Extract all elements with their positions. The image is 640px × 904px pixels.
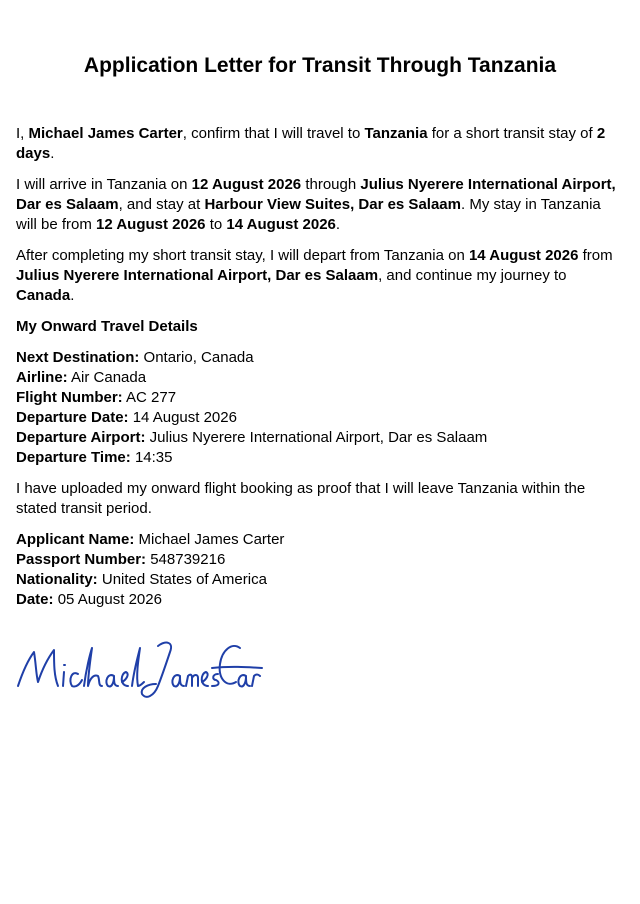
text: from [578,247,613,264]
departure-airport-bold: Julius Nyerere International Airport, Dar es Salaam [16,267,379,284]
handwritten-signature [14,630,264,704]
departure-paragraph [16,246,618,306]
departure-date-bold: 14 August 2026 [468,247,579,264]
date-row [16,590,618,610]
field-label: Flight Number: [16,389,123,406]
stay-end-bold: 14 August 2026 [226,216,336,233]
proof-paragraph: I have uploaded my onward flight booking as proof that I will leave Tanzania within the stated transit period. [16,480,586,517]
field-value: AC 277 [126,389,177,406]
text: I will arrive in Tanzania on [16,176,192,193]
field-label: Airline: [16,369,68,386]
text: , and continue my journey to [378,267,567,284]
applicant-details [16,530,618,610]
passport-number-row [16,550,618,570]
text: . My stay in Tanzania will be from [16,196,601,233]
text: for a short transit stay of [427,125,597,142]
field-label: Departure Time: [16,449,131,466]
field-label: Next Destination: [16,349,140,366]
applicant-name-row [16,530,618,550]
field-value: Air Canada [71,369,147,386]
departure-date-row [16,408,618,428]
arrival-date-bold: 12 August 2026 [191,176,302,193]
departure-time-row [16,448,618,468]
field-label: Passport Number: [16,551,147,568]
field-value: 14:35 [134,449,173,466]
hotel-bold: Harbour View Suites, Dar es Salaam [204,196,461,213]
field-label: Applicant Name: [16,531,135,548]
text: , and stay at [118,196,205,213]
onward-heading [16,317,618,337]
text: through [301,176,361,193]
duration-bold: 2 days [16,125,606,162]
field-value: United States of America [101,571,267,588]
text: . [70,287,75,304]
field-value: Julius Nyerere International Airport, Dar es Salaam [149,429,488,446]
stay-start-bold: 12 August 2026 [96,216,206,233]
arrival-paragraph [16,175,618,235]
field-value: 05 August 2026 [57,591,162,608]
text: to [205,216,227,233]
field-value: Ontario, Canada [143,349,254,366]
intro-paragraph [16,124,618,164]
field-label: Departure Airport: [16,429,146,446]
onward-heading-text: My Onward Travel Details [16,318,198,335]
departure-airport-row [16,428,618,448]
field-value: 14 August 2026 [132,409,237,426]
text: I, [16,125,29,142]
text: , confirm that I will travel to [182,125,365,142]
next-destination-row [16,348,618,368]
flight-number-row [16,388,618,408]
field-value: Michael James Carter [138,531,285,548]
letter-title: Application Letter for Transit Through Tanzania [83,54,557,77]
text: . [335,216,341,233]
text: . [50,145,55,162]
arrival-airport-bold: Julius Nyerere International Airport, Dar es Salaam [16,176,616,213]
airline-row [16,368,618,388]
text: After completing my short transit stay, I will depart from Tanzania on [16,247,469,264]
destination-country-bold: Canada [16,287,71,304]
field-label: Date: [16,591,54,608]
field-label: Departure Date: [16,409,129,426]
field-label: Nationality: [16,571,98,588]
applicant-name-bold: Michael James Carter [28,125,183,142]
field-value: 548739216 [150,551,226,568]
country-bold: Tanzania [364,125,428,142]
onward-details [16,348,618,468]
letter-body [16,124,618,621]
nationality-row [16,570,618,590]
